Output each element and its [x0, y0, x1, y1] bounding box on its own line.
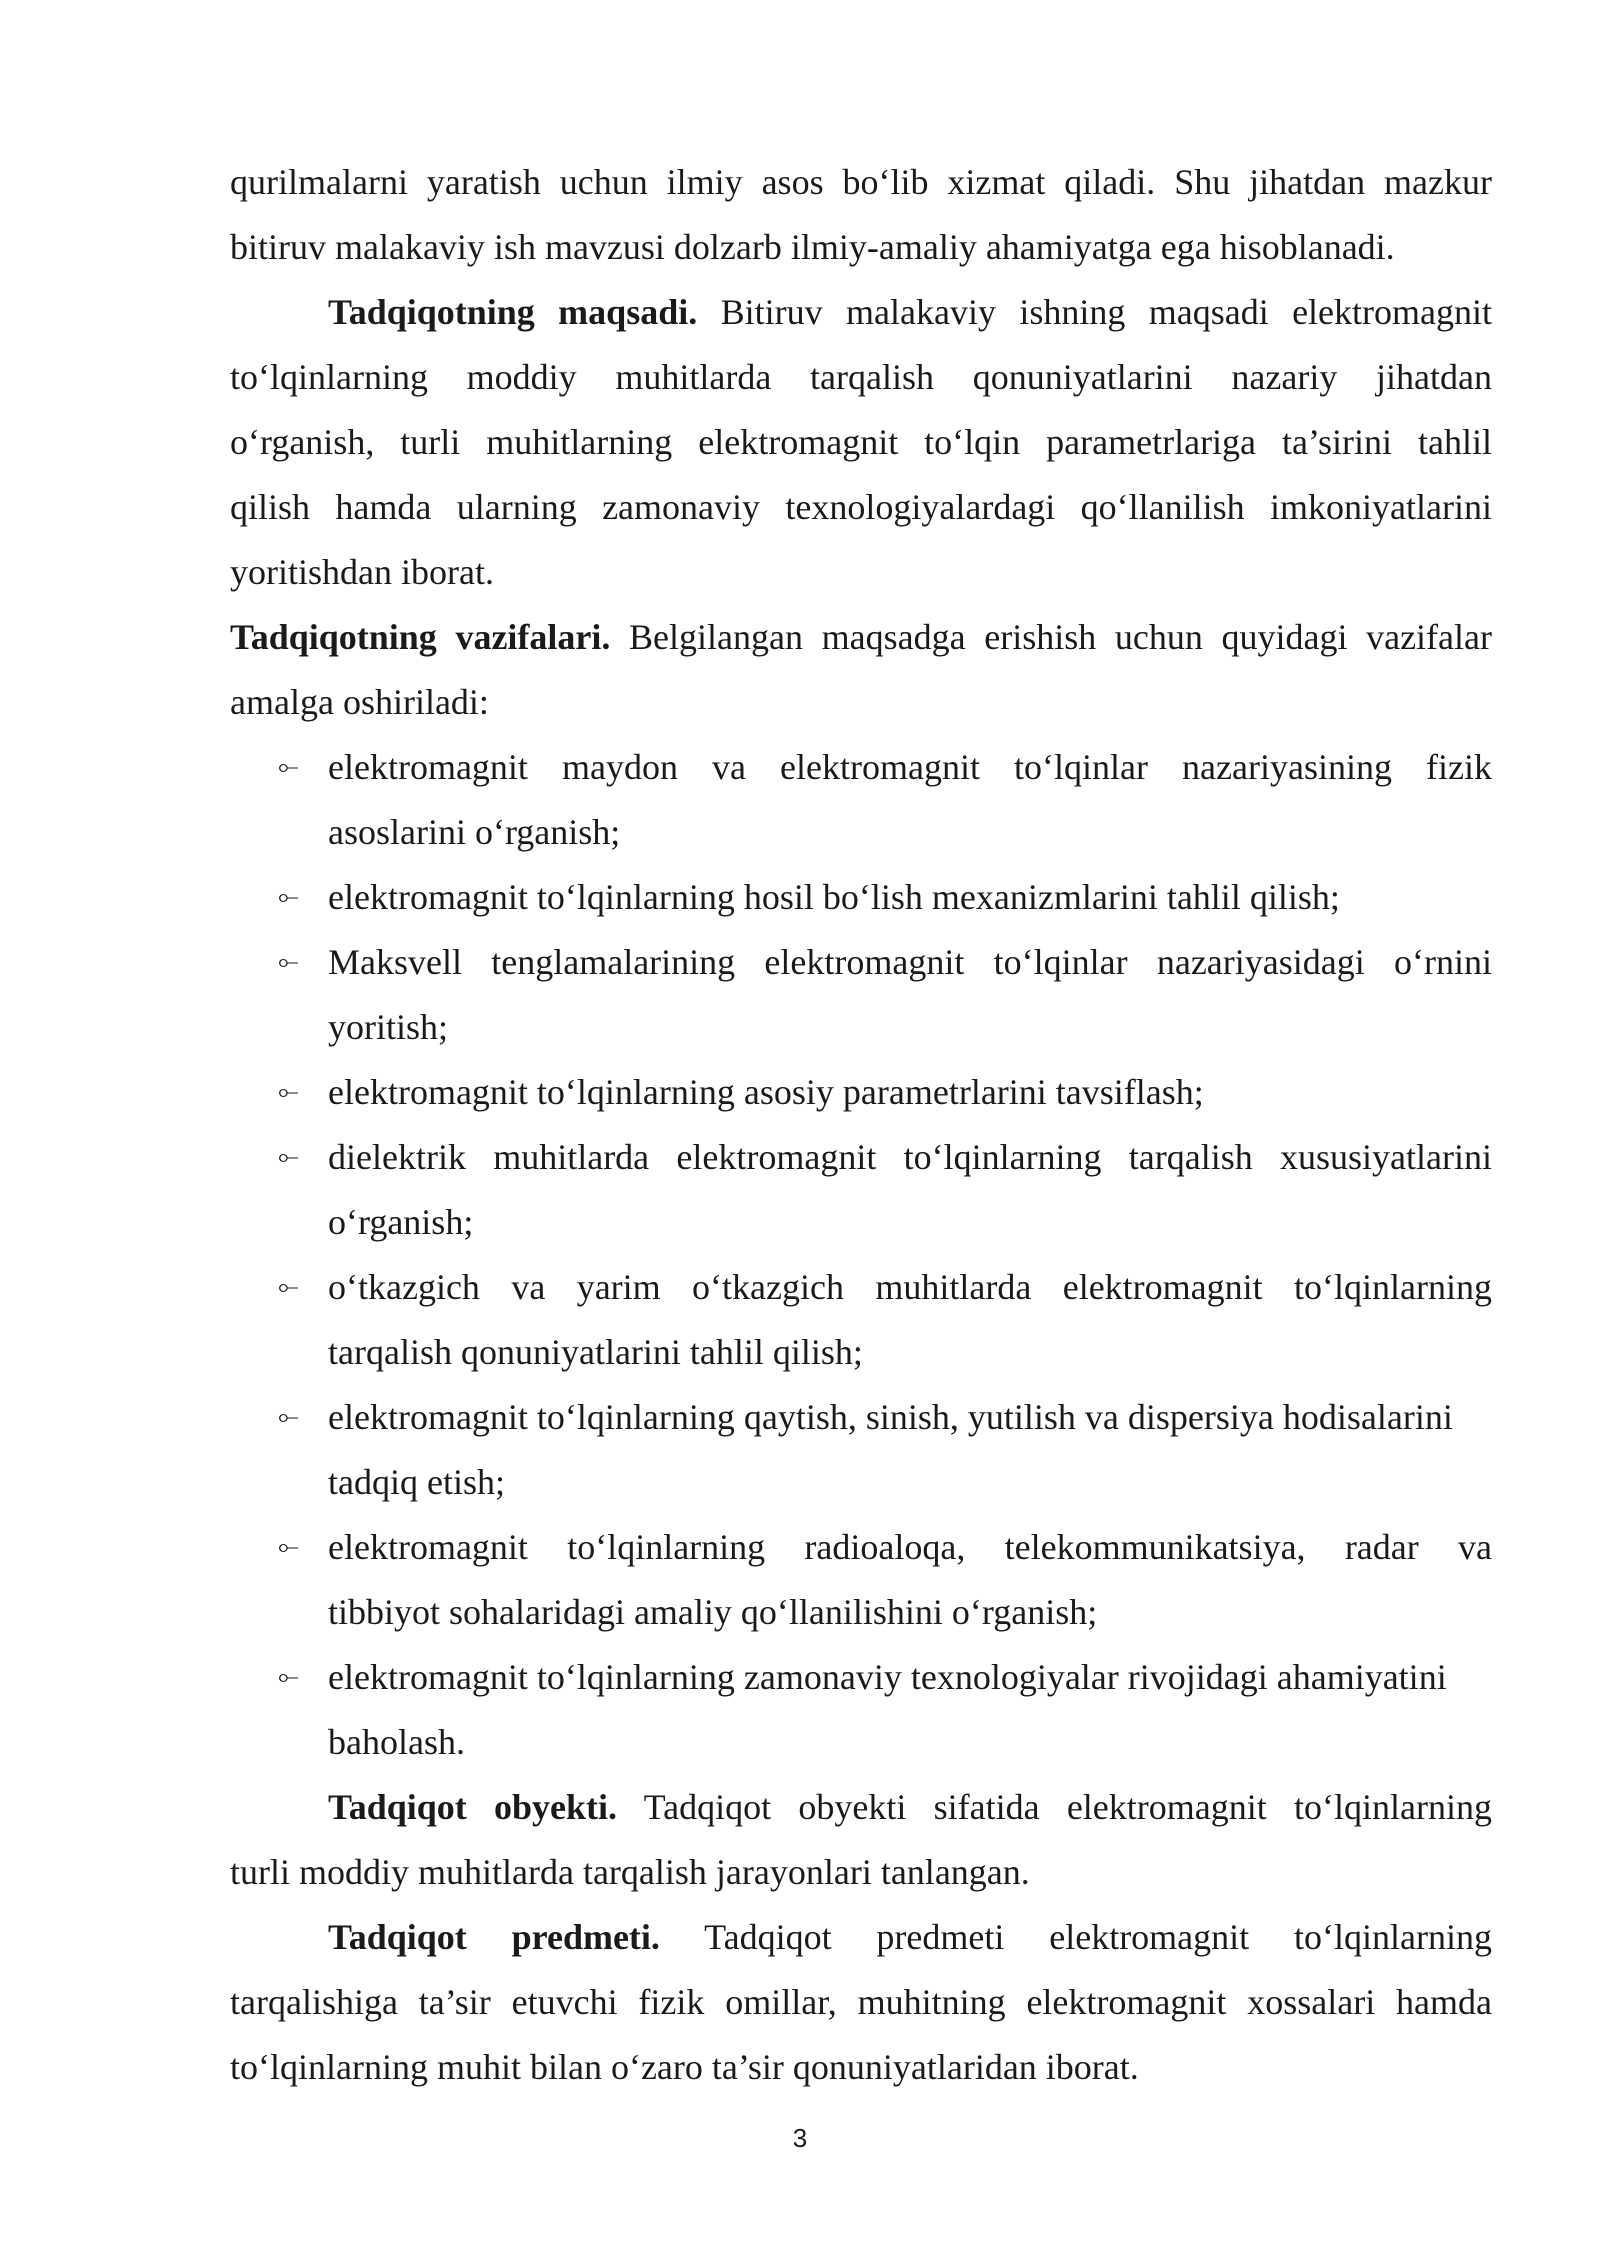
list-item-line-2: tadqiq etish; [328, 1462, 505, 1502]
maqsad-text-1: Bitiruv malakaviy ishning maqsadi elektromagnit [720, 292, 1493, 332]
task-list [230, 735, 1492, 1775]
list-item-line-2: tibbiyot sohalaridagi amaliy qo‘llanilishini o‘rganish; [328, 1592, 1098, 1632]
list-item-line-1: o‘tkazgich va yarim o‘tkazgich muhitlarda elektromagnit to‘lqinlarning [328, 1267, 1492, 1307]
bullet-marker-icon: ⟜ [278, 1662, 299, 1692]
bullet-marker-icon: ⟜ [278, 1532, 299, 1562]
vazifalar-line-1 [230, 605, 1492, 670]
intro-line-1: qurilmalarni yaratish uchun ilmiy asos bo‘lib xizmat qiladi. Shu jihatdan mazkur [230, 162, 1492, 202]
list-item [230, 1385, 1492, 1515]
vazifalar-text-1: Belgilangan maqsadga erishish uchun quyidagi vazifalar [629, 617, 1492, 657]
list-item-line-1: elektromagnit to‘lqinlarning asosiy parametrlarini tavsiflash; [328, 1072, 1204, 1112]
list-item [230, 1060, 1492, 1125]
maqsad-line-1 [230, 280, 1492, 345]
list-item-line-2: o‘rganish; [328, 1202, 474, 1242]
list-item-line-1: dielektrik muhitlarda elektromagnit to‘lqinlarning tarqalish xususiyatlarini [328, 1137, 1492, 1177]
list-item-line-1: Maksvell tenglamalarining elektromagnit to‘lqinlar nazariyasidagi o‘rnini [328, 942, 1492, 982]
bullet-marker-icon: ⟜ [278, 1142, 299, 1172]
bullet-marker-icon: ⟜ [278, 752, 299, 782]
list-item-line-2: baholash. [328, 1722, 465, 1762]
list-item [230, 1645, 1492, 1775]
list-item-line-2: yoritish; [328, 1007, 449, 1047]
bullet-marker-icon: ⟜ [278, 1272, 299, 1302]
predmet-line-2: tarqalishiga ta’sir etuvchi fizik omillar, muhitning elektromagnit xossalari hamda [230, 1982, 1492, 2022]
list-item [230, 735, 1492, 865]
list-item-line-1: elektromagnit to‘lqinlarning qaytish, sinish, yutilish va dispersiya hodisalarini [328, 1397, 1453, 1437]
list-item-line-1: elektromagnit to‘lqinlarning hosil bo‘lish mexanizmlarini tahlil qilish; [328, 877, 1340, 917]
list-item-line-2: asoslarini o‘rganish; [328, 812, 621, 852]
bullet-marker-icon: ⟜ [278, 882, 299, 912]
vazifalar-line-2: amalga oshiriladi: [230, 682, 489, 722]
list-item [230, 1515, 1492, 1645]
page-number: 3 [792, 2123, 808, 2153]
bullet-marker-icon: ⟜ [278, 1077, 299, 1107]
obyekt-text-1: Tadqiqot obyekti sifatida elektromagnit to‘lqinlarning [643, 1787, 1492, 1827]
list-item-line-1: elektromagnit maydon va elektromagnit to‘lqinlar nazariyasining fizik [328, 747, 1492, 787]
obyekt-line-1 [230, 1775, 1492, 1840]
bullet-marker-icon: ⟜ [278, 947, 299, 977]
predmet-heading: Tadqiqot predmeti. [328, 1917, 660, 1957]
list-item [230, 1125, 1492, 1255]
list-item-line-2: tarqalish qonuniyatlarini tahlil qilish; [328, 1332, 863, 1372]
list-item [230, 865, 1492, 930]
predmet-line-1 [230, 1905, 1492, 1970]
predmet-line-3: to‘lqinlarning muhit bilan o‘zaro ta’sir qonuniyatlaridan iborat. [230, 2047, 1139, 2087]
obyekt-line-2: turli moddiy muhitlarda tarqalish jarayonlari tanlangan. [230, 1852, 1030, 1892]
document-page [230, 150, 1492, 2100]
vazifalar-heading: Tadqiqotning vazifalari. [230, 617, 611, 657]
maqsad-heading: Tadqiqotning maqsadi. [328, 292, 698, 332]
maqsad-line-2: to‘lqinlarning moddiy muhitlarda tarqalish qonuniyatlarini nazariy jihatdan [230, 357, 1492, 397]
intro-line-2: bitiruv malakaviy ish mavzusi dolzarb ilmiy-amaliy ahamiyatga ega hisoblanadi. [230, 227, 1395, 267]
bullet-marker-icon: ⟜ [278, 1402, 299, 1432]
maqsad-line-3: o‘rganish, turli muhitlarning elektromagnit to‘lqin parametrlariga ta’sirini tahlil [230, 422, 1492, 462]
list-item-line-1: elektromagnit to‘lqinlarning zamonaviy texnologiyalar rivojidagi ahamiyatini [328, 1657, 1447, 1697]
obyekt-heading: Tadqiqot obyekti. [328, 1787, 618, 1827]
predmet-text-1: Tadqiqot predmeti elektromagnit to‘lqinlarning [704, 1917, 1492, 1957]
list-item-line-1: elektromagnit to‘lqinlarning radioaloqa, telekommunikatsiya, radar va [328, 1527, 1492, 1567]
list-item [230, 930, 1492, 1060]
maqsad-line-5: yoritishdan iborat. [230, 552, 494, 592]
list-item [230, 1255, 1492, 1385]
maqsad-line-4: qilish hamda ularning zamonaviy texnologiyalardagi qo‘llanilish imkoniyatlarini [230, 487, 1492, 527]
